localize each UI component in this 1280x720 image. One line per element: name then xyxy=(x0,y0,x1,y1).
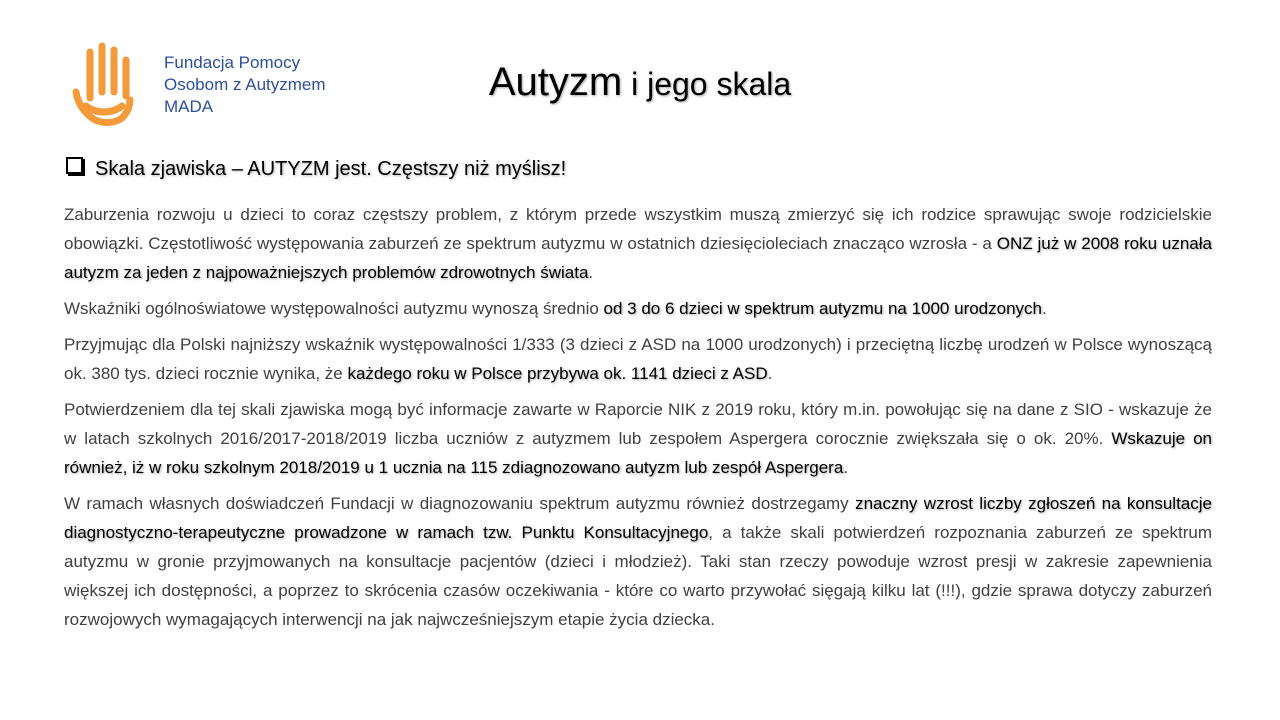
paragraph-5-text-1: W ramach własnych doświadczeń Fundacji w diagnozowaniu spektrum autyzmu również dostrzegamy xyxy=(64,494,856,513)
slide-title xyxy=(0,60,1280,105)
paragraph-5-text-2: , a także skali potwierdzeń rozpoznania zaburzeń ze spektrum autyzmu w gronie przyjmowanych na konsultacje pacjentów (dzieci i młodzież). Taki stan rzeczy powoduje wzrost presji w zakresie zapewnienia większej ich dostępności, a poprzez to skrócenia czasów oczekiwania - które co warto przywołać sięgają kilku lat (!!!), gdzie sprawa dotyczy zaburzeń rozwojowych wymagających interwencji na jak najwcześniejszym etapie życia dziecka. xyxy=(64,523,1213,629)
paragraph-2-highlight: od 3 do 6 dzieci w spektrum autyzmu na 1000 urodzonych xyxy=(603,299,1043,318)
logo-line-2: Osobom z Autyzmem xyxy=(164,75,326,94)
logo-line-1: Fundacja Pomocy xyxy=(164,53,301,72)
title-part-2: i jego skala xyxy=(622,66,792,102)
paragraph-1-highlight: ONZ już w 2008 roku uznała autyzm za jeden z najpoważniejszych problemów zdrowotnych świata xyxy=(64,234,1212,282)
paragraph-1-text-2: . xyxy=(588,263,594,282)
paragraph-2-text-1: Wskaźniki ogólnoświatowe występowalności autyzmu wynoszą średnio xyxy=(64,299,604,318)
paragraph-5 xyxy=(64,489,1212,634)
paragraph-1 xyxy=(64,200,1212,287)
body-content xyxy=(64,200,1212,641)
section-heading xyxy=(66,157,566,181)
section-heading-text: Skala zjawiska – AUTYZM jest. Częstszy niż myślisz! xyxy=(95,158,567,180)
paragraph-3-text-2: . xyxy=(767,364,773,383)
paragraph-1-text-1: Zaburzenia rozwoju u dzieci to coraz częstszy problem, z którym przede wszystkim muszą zmierzyć się ich rodzice sprawując swoje rodzicielskie obowiązki. Częstotliwość występowania zaburzeń ze spektrum autyzmu w ostatnich dziesięcioleciach znacząco wzrosła - a xyxy=(64,205,1212,253)
paragraph-4-text-2: . xyxy=(843,458,849,477)
paragraph-3 xyxy=(64,330,1212,388)
paragraph-4-highlight: Wskazuje on również, iż w roku szkolnym 2018/2019 u 1 ucznia na 115 zdiagnozowano autyzm lub zespół Aspergera xyxy=(64,429,1212,477)
paragraph-2-text-2: . xyxy=(1042,299,1047,318)
paragraph-4-text-1: Potwierdzeniem dla tej skali zjawiska mogą być informacje zawarte w Raporcie NIK z 2019 roku, który m.in. powołując się na dane z SIO - wskazuje że w latach szkolnych 2016/2017-2018/2019 liczba uczniów z autyzmem lub zespołem Aspergera corocznie zwiększała się o ok. 20%. xyxy=(64,400,1212,448)
checkbox-bullet-icon xyxy=(66,157,83,174)
logo-line-3: MADA xyxy=(164,97,214,116)
title-part-1: Autyzm xyxy=(488,60,623,104)
paragraph-2 xyxy=(64,294,1212,323)
paragraph-4 xyxy=(64,395,1212,482)
paragraph-3-text-1: Przyjmując dla Polski najniższy wskaźnik występowalności 1/333 (3 dzieci z ASD na 1000 urodzonych) i przeciętną liczbę urodzeń w Polsce wynoszącą ok. 380 tys. dzieci rocznie wynika, że xyxy=(64,335,1212,383)
paragraph-3-highlight: każdego roku w Polsce przybywa ok. 1141 dzieci z ASD xyxy=(347,364,768,383)
paragraph-5-highlight: znaczny wzrost liczby zgłoszeń na konsultacje diagnostyczno-terapeutyczne prowadzone w ramach tzw. Punktu Konsultacyjnego xyxy=(64,494,1212,542)
